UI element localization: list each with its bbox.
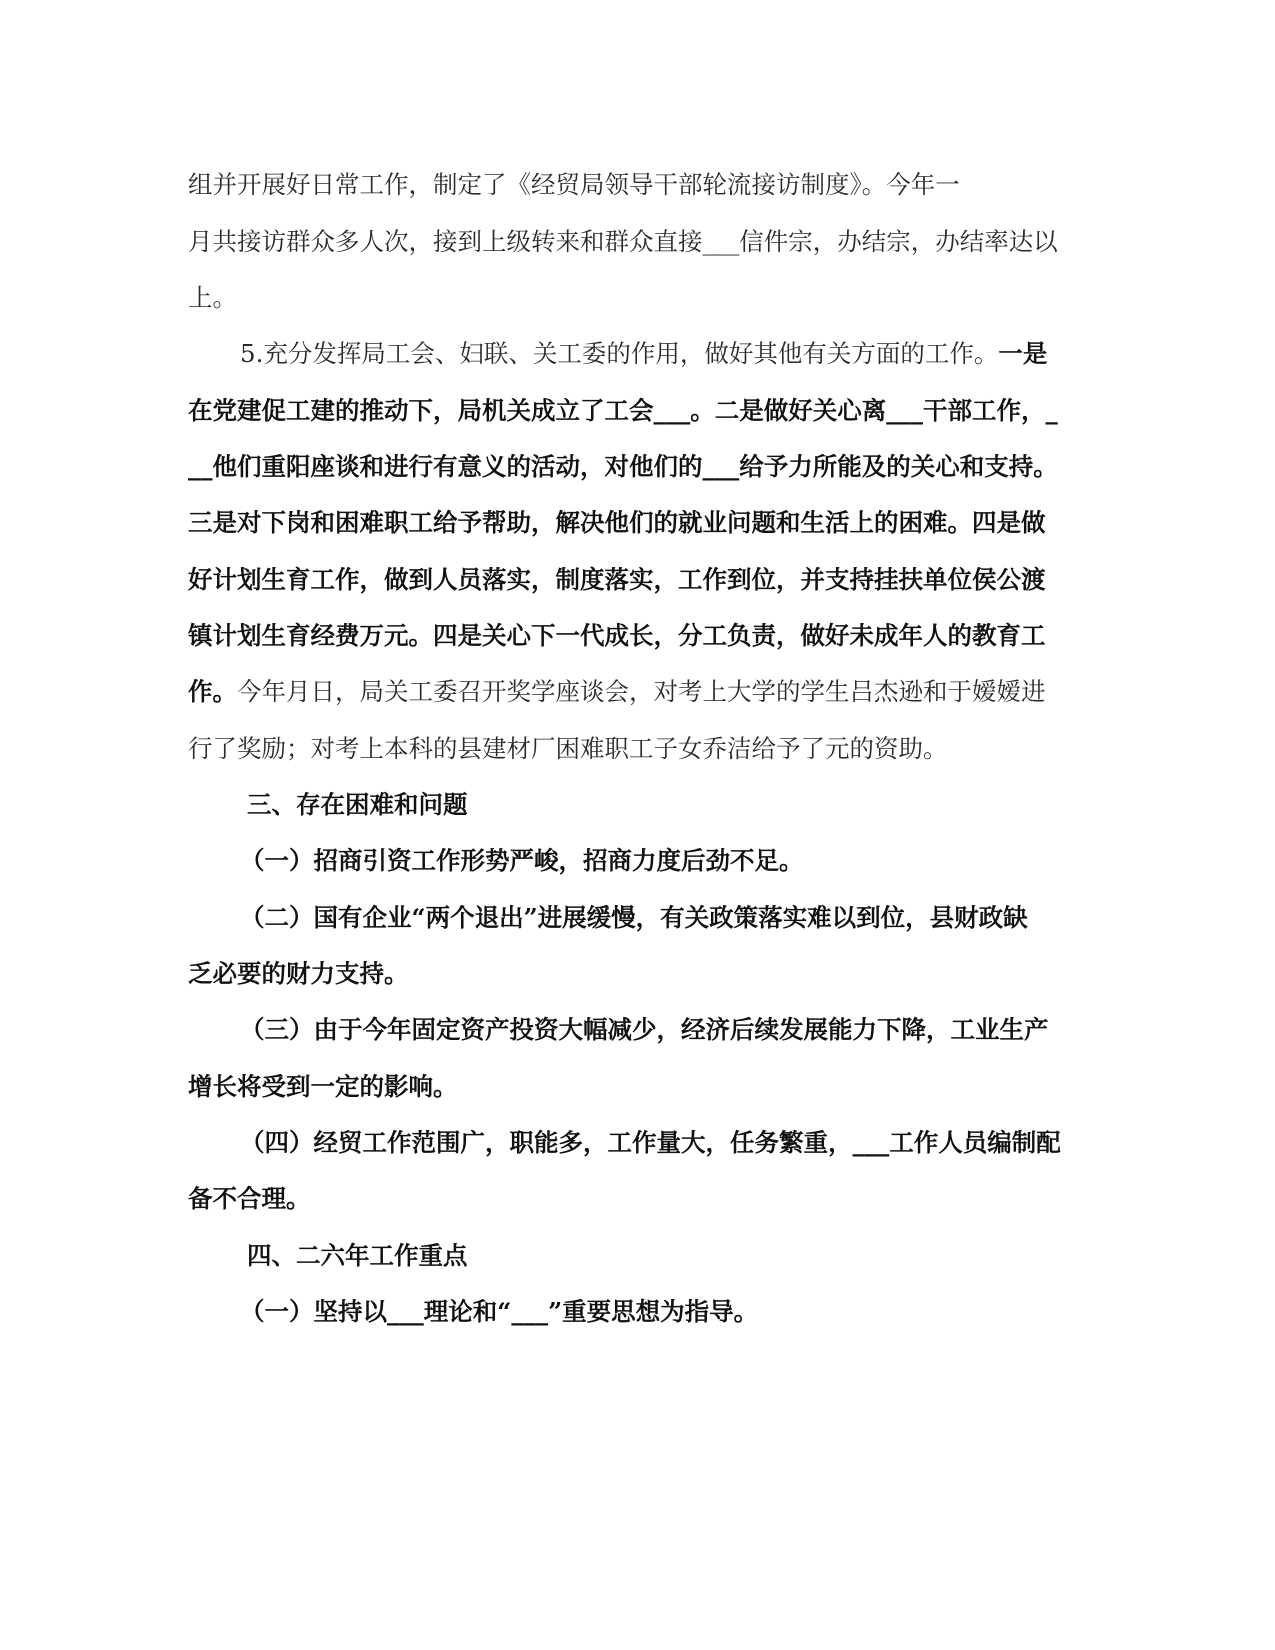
section-heading [247, 790, 468, 820]
text-run-bold: 三是对下岗和困难职工给予帮助，解决他们的就业问题和生活上的困难。四是做 [188, 508, 1046, 537]
text-run-bold: 备不合理。 [188, 1184, 311, 1213]
text-run-bold: 四、二六年工作重点 [247, 1241, 468, 1270]
text-run: 上。 [188, 283, 237, 312]
text-line [188, 959, 409, 989]
text-run: 组并开展好日常工作，制定了《经贸局领导干部轮流接访制度》。今年一 [188, 170, 960, 199]
text-line [188, 396, 1058, 426]
text-line [240, 903, 1028, 933]
text-line [188, 170, 960, 200]
text-line [188, 508, 1046, 538]
text-run-bold: 三、存在困难和问题 [247, 790, 468, 819]
text-line [188, 227, 1058, 257]
text-run: 今年月日，局关工委召开奖学座谈会，对考上大学的学生吕杰逊和于嫒嫒进 [237, 677, 1046, 706]
text-line [188, 452, 1058, 482]
text-run-bold: __他们重阳座谈和进行有意义的活动，对他们的___给予力所能及的关心和支持。 [188, 452, 1058, 481]
text-line [188, 1184, 311, 1214]
text-line [188, 283, 237, 313]
text-line [240, 1015, 1049, 1045]
text-run-bold: （二）国有企业“两个退出”进展缓慢，有关政策落实难以到位，县财政缺 [240, 903, 1028, 932]
text-run-bold: 好计划生育工作，做到人员落实，制度落实，工作到位，并支持挂扶单位侯公渡 [188, 565, 1046, 594]
text-run-bold: 增长将受到一定的影响。 [188, 1072, 458, 1101]
text-line [188, 677, 1046, 707]
text-line [188, 565, 1046, 595]
text-line [188, 734, 948, 764]
text-run-bold: 镇计划生育经费万元。四是关心下一代成长，分工负责，做好未成年人的教育工 [188, 621, 1046, 650]
text-run-bold: 乏必要的财力支持。 [188, 959, 409, 988]
text-line [240, 846, 804, 876]
text-run-bold: （一）坚持以___理论和“___”重要思想为指导。 [240, 1297, 759, 1326]
text-line [188, 621, 1046, 651]
text-run-bold: 作。 [188, 677, 237, 706]
text-run-bold: （三）由于今年固定资产投资大幅减少，经济后续发展能力下降，工业生产 [240, 1015, 1049, 1044]
text-line [240, 339, 1047, 369]
text-run: 月共接访群众多人次，接到上级转来和群众直接___信件宗，办结宗，办结率达以 [188, 227, 1058, 256]
text-run-bold: （四）经贸工作范围广，职能多，工作量大，任务繁重，___工作人员编制配 [240, 1128, 1061, 1157]
text-line [188, 1072, 458, 1102]
text-run-bold: 在党建促工建的推动下，局机关成立了工会___。二是做好关心离___干部工作，_ [188, 396, 1058, 425]
text-run-bold: 一是 [998, 339, 1048, 368]
text-run-bold: （一）招商引资工作形势严峻，招商力度后劲不足。 [240, 846, 804, 875]
text-line [240, 1128, 1061, 1158]
section-heading [247, 1241, 468, 1271]
text-run: 5.充分发挥局工会、妇联、关工委的作用，做好其他有关方面的工作。 [240, 339, 999, 368]
text-line [240, 1297, 758, 1327]
text-run: 行了奖励；对考上本科的县建材厂困难职工子女乔洁给予了元的资助。 [188, 734, 948, 763]
